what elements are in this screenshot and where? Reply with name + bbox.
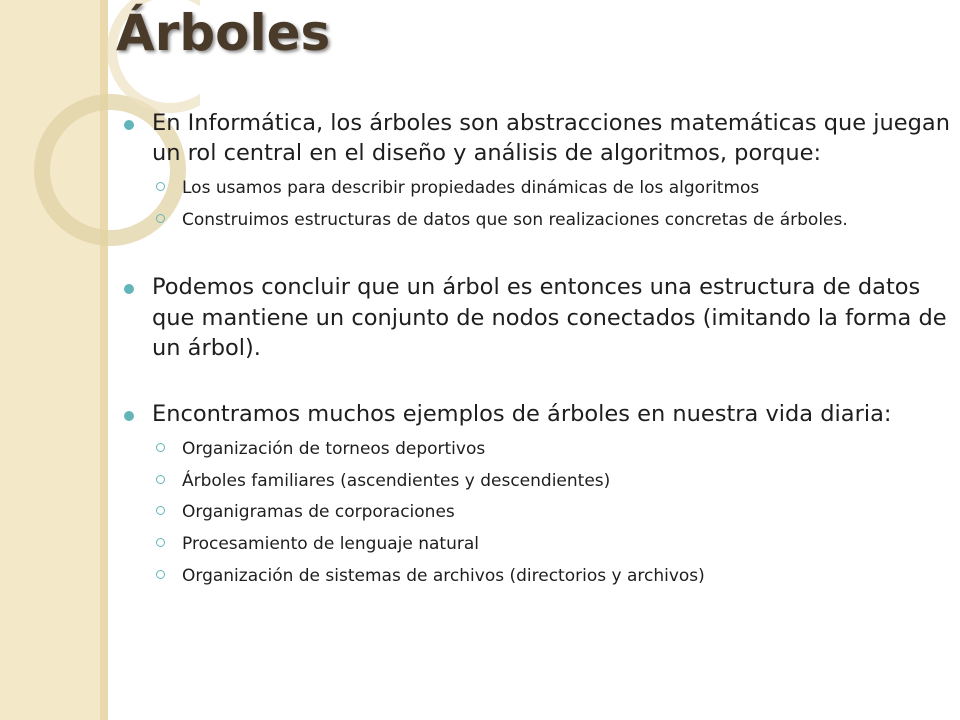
sub-bullet-item bbox=[120, 177, 950, 201]
bullet-dot-icon bbox=[124, 411, 134, 421]
bullet-item bbox=[120, 399, 950, 429]
sub-bullet-item bbox=[120, 470, 950, 494]
bullet-item bbox=[120, 272, 950, 363]
bullet-dot-icon bbox=[124, 284, 134, 294]
sub-bullet-item bbox=[120, 209, 950, 233]
bullet-text: En Informática, los árboles son abstracciones matemáticas que juegan un rol central en el diseño y análisis de algoritmos, porque: bbox=[152, 110, 950, 167]
slide-title: Árboles bbox=[116, 4, 331, 62]
sub-bullet-text: Los usamos para describir propiedades dinámicas de los algoritmos bbox=[182, 177, 760, 198]
slide-body bbox=[120, 108, 950, 589]
sub-bullet-ring-icon bbox=[156, 475, 165, 484]
sub-bullet-text: Procesamiento de lenguaje natural bbox=[182, 534, 479, 555]
bullet-item bbox=[120, 108, 950, 169]
bullet-text: Encontramos muchos ejemplos de árboles en nuestra vida diaria: bbox=[152, 401, 892, 428]
bullet-text: Podemos concluir que un árbol es entonces una estructura de datos que mantiene un conjunto de nodos conectados (imitando la forma de un árbol). bbox=[152, 274, 947, 362]
sub-bullet-item bbox=[120, 501, 950, 525]
sub-bullet-ring-icon bbox=[156, 538, 165, 547]
sub-bullet-ring-icon bbox=[156, 214, 165, 223]
sub-bullet-ring-icon bbox=[156, 443, 165, 452]
sub-bullet-item bbox=[120, 533, 950, 557]
bullet-dot-icon bbox=[124, 120, 134, 130]
sub-bullet-ring-icon bbox=[156, 570, 165, 579]
sub-bullet-item bbox=[120, 565, 950, 589]
sub-bullet-text: Construimos estructuras de datos que son realizaciones concretas de árboles. bbox=[182, 209, 848, 230]
sub-bullet-text: Árboles familiares (ascendientes y descendientes) bbox=[182, 470, 611, 491]
sub-bullet-text: Organización de sistemas de archivos (directorios y archivos) bbox=[182, 566, 705, 587]
sub-bullet-ring-icon bbox=[156, 182, 165, 191]
sub-bullet-ring-icon bbox=[156, 506, 165, 515]
sub-bullet-item bbox=[120, 438, 950, 462]
sub-bullet-text: Organigramas de corporaciones bbox=[182, 502, 455, 523]
sub-bullet-text: Organización de torneos deportivos bbox=[182, 438, 486, 459]
